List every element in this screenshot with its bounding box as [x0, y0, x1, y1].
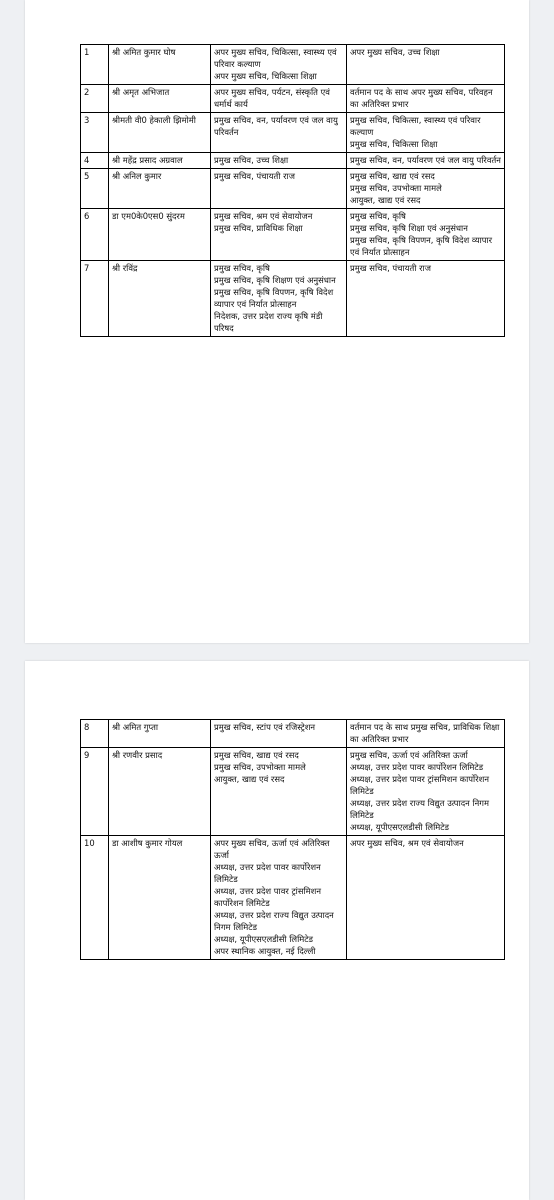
new-posting-line: प्रमुख सचिव, वन, पर्यावरण एवं जल वायु परिवर्तन [350, 155, 501, 165]
current-posting-line: प्रमुख सचिव, खाद्य एवं रसद [214, 750, 299, 760]
table-row [81, 45, 505, 85]
current-posting-line: प्रमुख सचिव, कृषि [214, 263, 270, 273]
current-posting-cell [211, 45, 347, 85]
document-page-1 [25, 0, 529, 643]
current-posting-line: अध्यक्ष, उत्तर प्रदेश पावर कार्पोरेशन लिमिटेड [214, 862, 321, 884]
table-row [81, 209, 505, 261]
current-posting-cell [211, 153, 347, 169]
new-posting-cell [347, 153, 505, 169]
document-page-2 [25, 661, 529, 1200]
officer-name-cell: श्री महेंद्र प्रसाद अग्रवाल [109, 153, 211, 169]
current-posting-cell [211, 169, 347, 209]
current-posting-line: प्रमुख सचिव, स्टांप एवं रजिस्ट्रेशन [214, 722, 316, 732]
new-posting-line: प्रमुख सचिव, ऊर्जा एवं अतिरिक्त ऊर्जा [350, 750, 468, 760]
current-posting-line: अपर मुख्य सचिव, ऊर्जा एवं अतिरिक्त ऊर्जा [214, 838, 330, 860]
officer-name-cell: श्री अमृत अभिजात [109, 85, 211, 113]
officer-name-cell: डा एम0के0एस0 सुंदरम [109, 209, 211, 261]
current-posting-line: प्रमुख सचिव, वन, पर्यावरण एवं जल वायु परिवर्तन [214, 115, 338, 137]
new-posting-cell [347, 85, 505, 113]
current-posting-line: अध्यक्ष, यूपीएसएलडीसी लिमिटेड [214, 934, 313, 944]
new-posting-line: प्रमुख सचिव, चिकित्सा शिक्षा [350, 139, 438, 149]
serial-number-cell: 6 [81, 209, 109, 261]
transfer-table-page-1 [80, 44, 505, 337]
current-posting-cell [211, 836, 347, 960]
current-posting-line: आयुक्त, खाद्य एवं रसद [214, 774, 285, 784]
new-posting-line: अपर मुख्य सचिव, श्रम एवं सेवायोजन [350, 838, 464, 848]
current-posting-cell [211, 85, 347, 113]
new-posting-cell [347, 748, 505, 836]
current-posting-cell [211, 720, 347, 748]
serial-number-cell: 8 [81, 720, 109, 748]
new-posting-line: अध्यक्ष, उत्तर प्रदेश राज्य विद्युत उत्पादन निगम लिमिटेड [350, 798, 490, 820]
current-posting-cell [211, 261, 347, 337]
current-posting-cell [211, 209, 347, 261]
officer-name-cell: श्री अमित कुमार घोष [109, 45, 211, 85]
new-posting-line: प्रमुख सचिव, पंचायती राज [350, 263, 431, 273]
new-posting-cell [347, 836, 505, 960]
current-posting-line: प्रमुख सचिव, कृषि शिक्षण एवं अनुसंधान [214, 275, 336, 285]
new-posting-cell [347, 720, 505, 748]
current-posting-line: प्रमुख सचिव, श्रम एवं सेवायोजन [214, 211, 313, 221]
serial-number-cell: 1 [81, 45, 109, 85]
new-posting-line: अध्यक्ष, उत्तर प्रदेश पावर ट्रांसमिशन कार्पोरेशन लिमिटेड [350, 774, 489, 796]
new-posting-cell [347, 261, 505, 337]
current-posting-line: प्रमुख सचिव, कृषि विपणन, कृषि विदेश व्यापार एवं निर्यात प्रोत्साहन [214, 287, 334, 309]
new-posting-line: अपर मुख्य सचिव, उच्च शिक्षा [350, 47, 440, 57]
table-row [81, 153, 505, 169]
current-posting-line: प्रमुख सचिव, उपभोक्ता मामले [214, 762, 306, 772]
current-posting-cell [211, 748, 347, 836]
new-posting-line: प्रमुख सचिव, उपभोक्ता मामले [350, 183, 442, 193]
current-posting-line: अपर स्थानिक आयुक्त, नई दिल्ली [214, 946, 316, 956]
officer-name-cell: श्रीमती वी0 हेकाली झिमोमी [109, 113, 211, 153]
serial-number-cell: 7 [81, 261, 109, 337]
new-posting-line: प्रमुख सचिव, चिकित्सा, स्वास्थ्य एवं परिवार कल्याण [350, 115, 481, 137]
current-posting-line: अध्यक्ष, उत्तर प्रदेश राज्य विद्युत उत्पादन निगम लिमिटेड [214, 910, 334, 932]
officer-name-cell: श्री अमित गुप्ता [109, 720, 211, 748]
current-posting-cell [211, 113, 347, 153]
new-posting-line: प्रमुख सचिव, कृषि विपणन, कृषि विदेश व्यापार एवं निर्यात प्रोत्साहन [350, 235, 493, 257]
new-posting-cell [347, 169, 505, 209]
new-posting-cell [347, 209, 505, 261]
current-posting-line: प्रमुख सचिव, उच्च शिक्षा [214, 155, 289, 165]
new-posting-line: आयुक्त, खाद्य एवं रसद [350, 195, 421, 205]
officer-name-cell: श्री रविंद्र [109, 261, 211, 337]
new-posting-cell [347, 113, 505, 153]
table-row [81, 720, 505, 748]
serial-number-cell: 4 [81, 153, 109, 169]
current-posting-line: प्रमुख सचिव, पंचायती राज [214, 171, 295, 181]
serial-number-cell: 2 [81, 85, 109, 113]
serial-number-cell: 10 [81, 836, 109, 960]
officer-name-cell: डा आशीष कुमार गोयल [109, 836, 211, 960]
table-row [81, 169, 505, 209]
new-posting-line: अध्यक्ष, उत्तर प्रदेश पावर कार्पोरेशन लिमिटेड [350, 762, 484, 772]
current-posting-line: अपर मुख्य सचिव, चिकित्सा शिक्षा [214, 71, 317, 81]
officer-name-cell: श्री अनिल कुमार [109, 169, 211, 209]
transfer-table-page-2 [80, 719, 505, 960]
new-posting-line: प्रमुख सचिव, कृषि शिक्षा एवं अनुसंधान [350, 223, 468, 233]
serial-number-cell: 3 [81, 113, 109, 153]
new-posting-line: अध्यक्ष, यूपीएसएलडीसी लिमिटेड [350, 822, 449, 832]
current-posting-line: प्रमुख सचिव, प्राविधिक शिक्षा [214, 223, 303, 233]
table-row [81, 261, 505, 337]
current-posting-line: अपर मुख्य सचिव, चिकित्सा, स्वास्थ्य एवं परिवार कल्याण [214, 47, 337, 69]
new-posting-line: प्रमुख सचिव, खाद्य एवं रसद [350, 171, 435, 181]
serial-number-cell: 9 [81, 748, 109, 836]
new-posting-line: प्रमुख सचिव, कृषि [350, 211, 406, 221]
table-row [81, 836, 505, 960]
new-posting-cell [347, 45, 505, 85]
current-posting-line: अपर मुख्य सचिव, पर्यटन, संस्कृति एवं धर्मार्थ कार्य [214, 87, 330, 109]
officer-name-cell: श्री रणवीर प्रसाद [109, 748, 211, 836]
current-posting-line: निदेशक, उत्तर प्रदेश राज्य कृषि मंडी परिषद [214, 311, 323, 333]
serial-number-cell: 5 [81, 169, 109, 209]
table-row [81, 85, 505, 113]
current-posting-line: अध्यक्ष, उत्तर प्रदेश पावर ट्रांसमिशन कार्पोरेशन लिमिटेड [214, 886, 322, 908]
new-posting-line: वर्तमान पद के साथ अपर मुख्य सचिव, परिवहन का अतिरिक्त प्रभार [350, 87, 493, 109]
table-row [81, 748, 505, 836]
new-posting-line: वर्तमान पद के साथ प्रमुख सचिव, प्राविधिक शिक्षा का अतिरिक्त प्रभार [350, 722, 500, 744]
table-row [81, 113, 505, 153]
